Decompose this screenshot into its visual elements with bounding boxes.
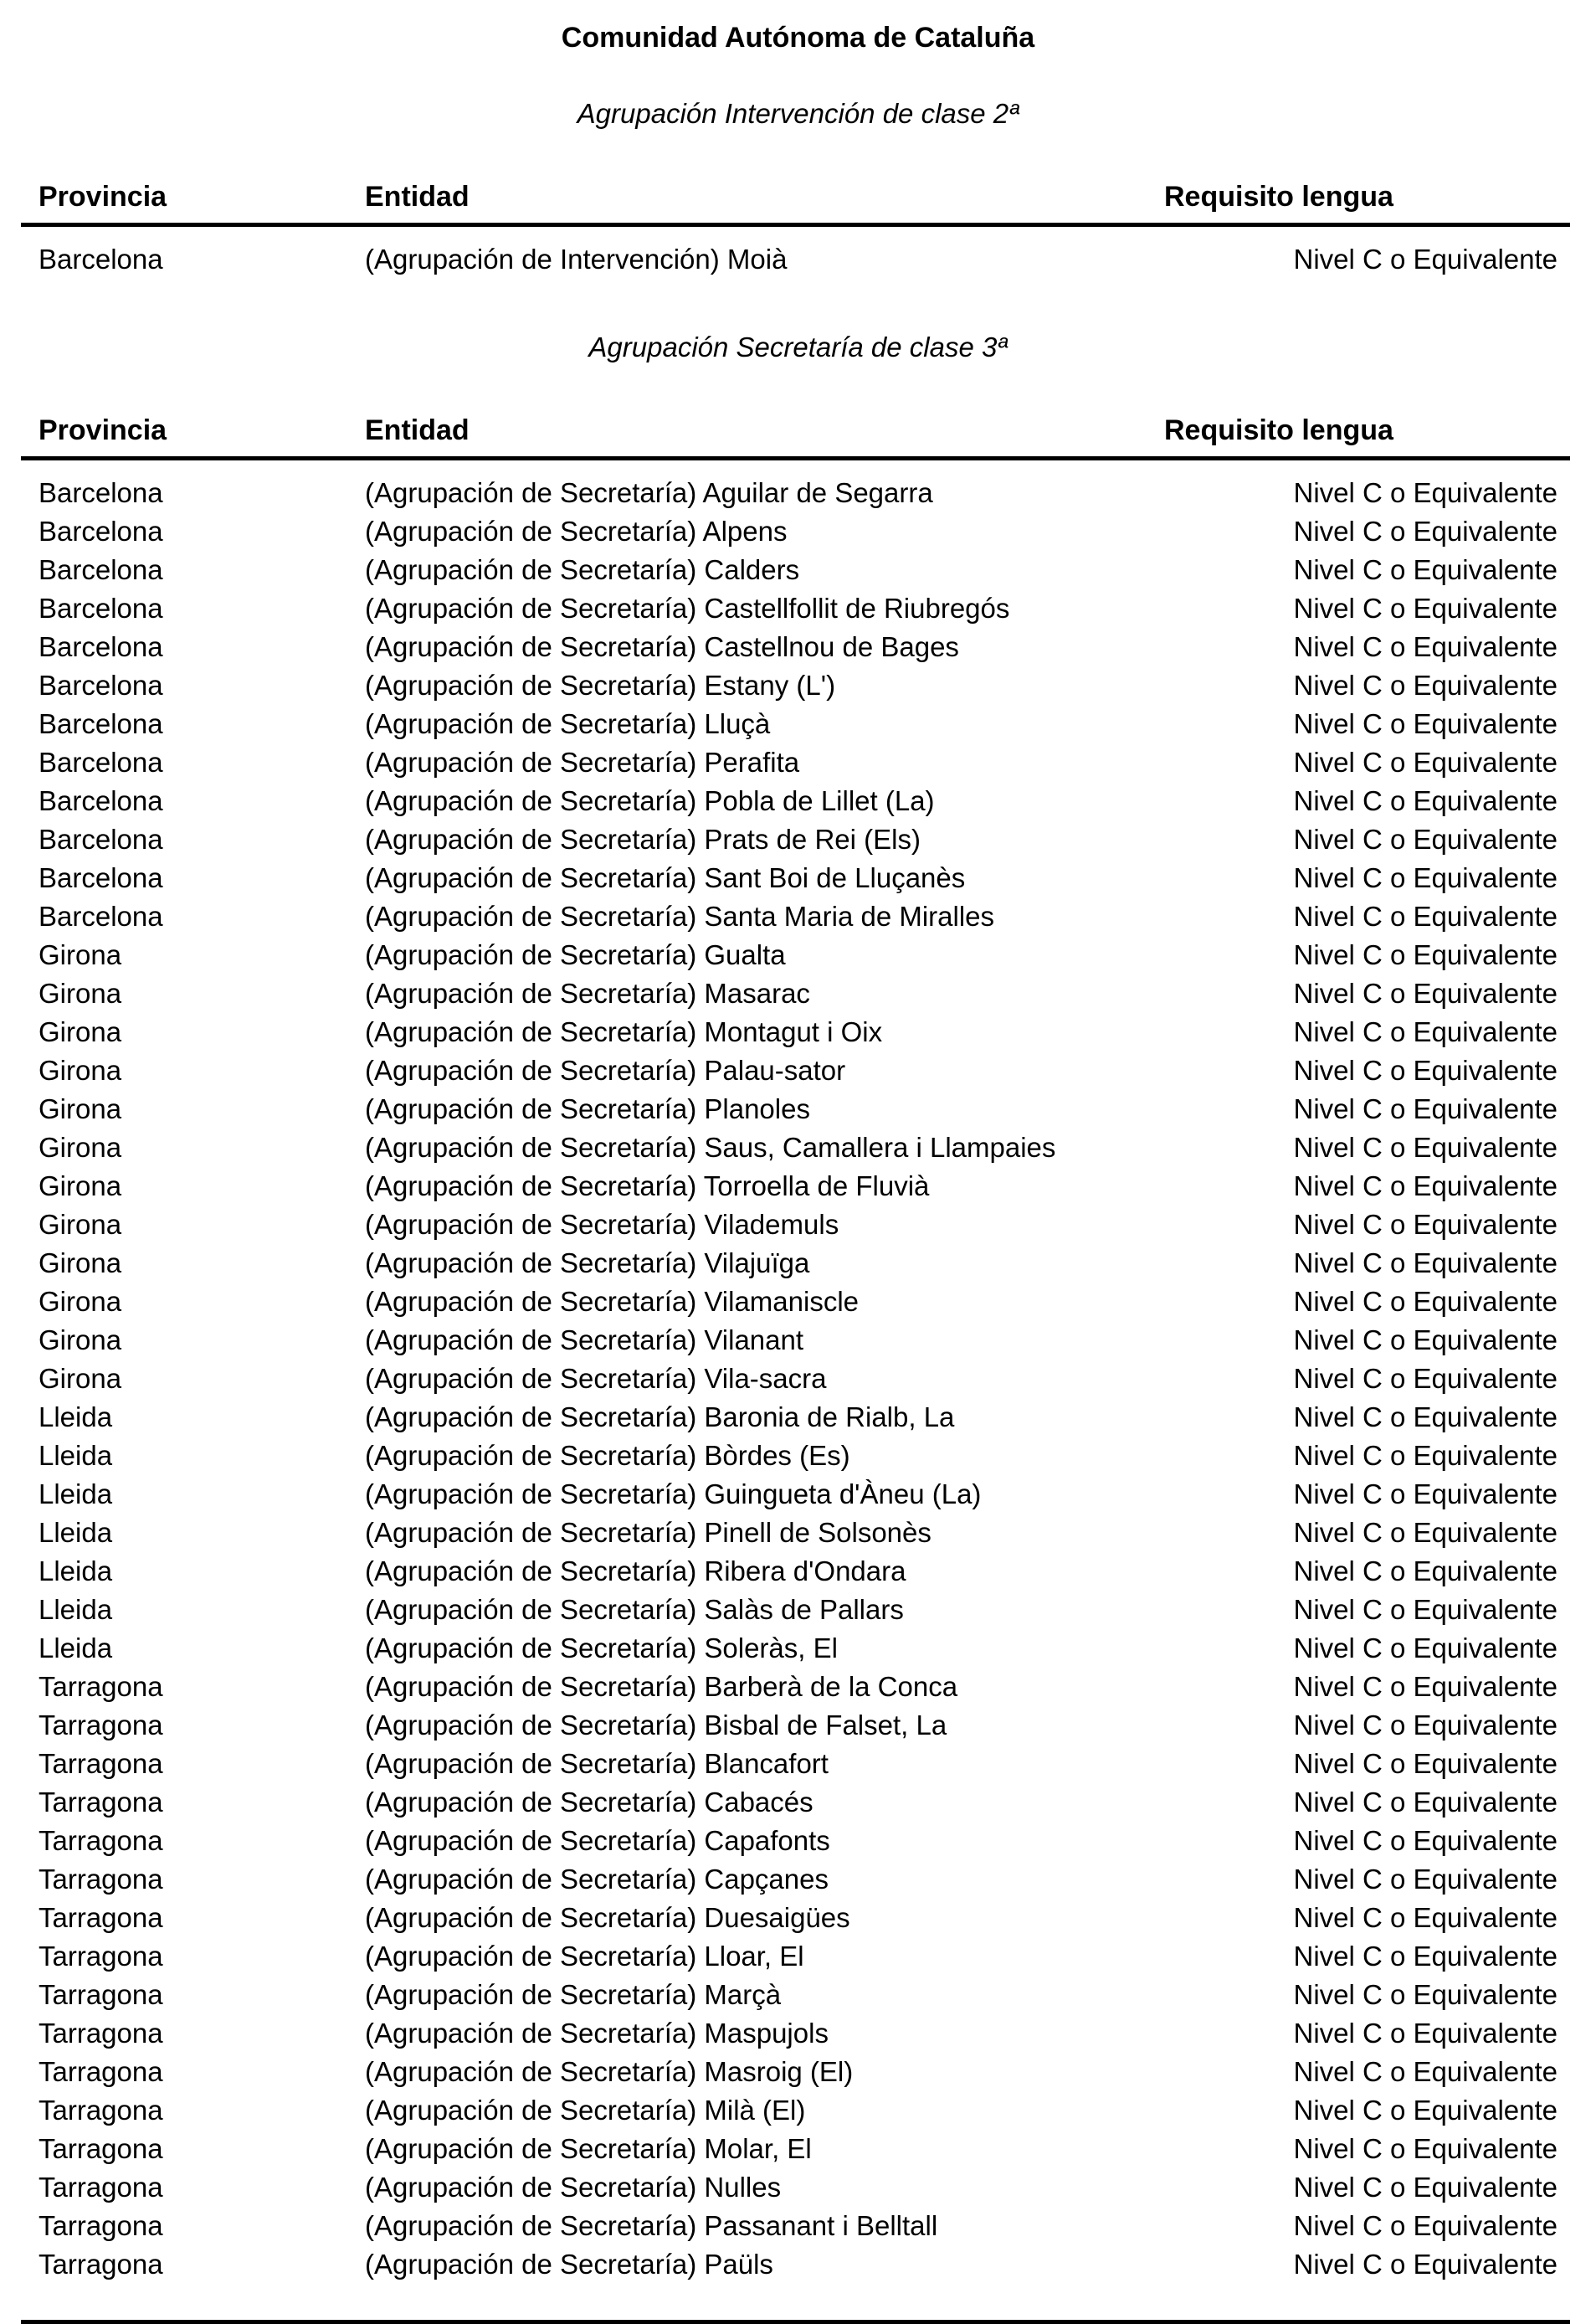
secretaria-table: [21, 413, 1570, 2284]
entidad-cell: (Agrupación de Secretaría) Paüls: [365, 2249, 773, 2280]
provincia-cell: Barcelona: [38, 244, 163, 275]
table-row: [21, 2168, 1570, 2207]
table-row: [21, 1360, 1570, 1398]
table-row: [21, 1013, 1570, 1051]
table-row: [21, 1668, 1570, 1706]
requisito-cell: Nivel C o Equivalente: [1293, 2172, 1558, 2203]
requisito-cell: Nivel C o Equivalente: [1293, 939, 1558, 970]
requisito-cell: Nivel C o Equivalente: [1293, 1363, 1558, 1394]
entidad-cell: (Agrupación de Secretaría) Lloar, El: [365, 1941, 804, 1972]
provincia-cell: Barcelona: [38, 593, 163, 624]
requisito-cell: Nivel C o Equivalente: [1293, 747, 1558, 778]
entidad-cell: (Agrupación de Secretaría) Planoles: [365, 1093, 810, 1124]
table-row: [21, 897, 1570, 936]
requisito-cell: Nivel C o Equivalente: [1293, 1170, 1558, 1201]
requisito-cell: Nivel C o Equivalente: [1293, 593, 1558, 624]
table-row: [21, 1899, 1570, 1937]
provincia-cell: Tarragona: [38, 1902, 163, 1933]
provincia-cell: Barcelona: [38, 824, 163, 855]
provincia-cell: Lleida: [38, 1517, 113, 1548]
entidad-cell: (Agrupación de Secretaría) Capçanes: [365, 1864, 829, 1895]
entidad-cell: (Agrupación de Secretaría) Baronia de Rialb, La: [365, 1401, 955, 1432]
entidad-cell: (Agrupación de Secretaría) Pobla de Lillet (La): [365, 785, 935, 816]
provincia-column-header: Provincia: [38, 181, 167, 213]
requisito-cell: Nivel C o Equivalente: [1293, 785, 1558, 816]
entidad-cell: (Agrupación de Secretaría) Marçà: [365, 1979, 782, 2010]
requisito-cell: Nivel C o Equivalente: [1293, 978, 1558, 1009]
requisito-cell: Nivel C o Equivalente: [1293, 2018, 1558, 2049]
provincia-cell: Barcelona: [38, 862, 163, 893]
intervencion-table-head: [21, 179, 1570, 225]
entidad-cell: (Agrupación de Secretaría) Salàs de Pallars: [365, 1594, 904, 1625]
entidad-cell: (Agrupación de Secretaría) Nulles: [365, 2172, 782, 2203]
table-row: [21, 1475, 1570, 1514]
table-row: [21, 1706, 1570, 1745]
table-row: [21, 512, 1570, 551]
table-row: [21, 2091, 1570, 2130]
page-title: Comunidad Autónoma de Cataluña: [561, 22, 1035, 54]
requisito-cell: Nivel C o Equivalente: [1293, 824, 1558, 855]
provincia-cell: Girona: [38, 1055, 122, 1086]
table-row: [21, 2053, 1570, 2091]
requisito-cell: Nivel C o Equivalente: [1293, 1864, 1558, 1895]
entidad-cell: (Agrupación de Secretaría) Duesaigües: [365, 1902, 850, 1933]
requisito-cell: Nivel C o Equivalente: [1293, 1286, 1558, 1317]
entidad-cell: (Agrupación de Secretaría) Aguilar de Segarra: [365, 477, 933, 508]
requisito-cell: Nivel C o Equivalente: [1293, 2249, 1558, 2280]
provincia-cell: Girona: [38, 1170, 122, 1201]
provincia-cell: Tarragona: [38, 1941, 163, 1972]
provincia-cell: Girona: [38, 978, 122, 1009]
table-row: [21, 1552, 1570, 1591]
requisito-cell: Nivel C o Equivalente: [1293, 1209, 1558, 1240]
entidad-cell: (Agrupación de Secretaría) Saus, Camallera i Llampaies: [365, 1132, 1056, 1163]
requisito-cell: Nivel C o Equivalente: [1293, 708, 1558, 739]
requisito-cell: Nivel C o Equivalente: [1293, 1748, 1558, 1779]
provincia-cell: Tarragona: [38, 2095, 163, 2126]
provincia-cell: Girona: [38, 1016, 122, 1047]
requisito-cell: Nivel C o Equivalente: [1293, 244, 1558, 275]
table-row: [21, 820, 1570, 859]
provincia-cell: Tarragona: [38, 1671, 163, 1702]
intervencion-table: [21, 179, 1570, 279]
requisito-cell: Nivel C o Equivalente: [1293, 516, 1558, 547]
entidad-cell: (Agrupación de Secretaría) Estany (L'): [365, 670, 836, 701]
entidad-cell: (Agrupación de Secretaría) Masroig (El): [365, 2056, 854, 2087]
provincia-column-header: Provincia: [38, 414, 167, 446]
entidad-cell: (Agrupación de Secretaría) Castellfollit de Riubregós: [365, 593, 1010, 624]
entidad-cell: (Agrupación de Secretaría) Milà (El): [365, 2095, 806, 2126]
secretaria-table-head: [21, 413, 1570, 459]
entidad-cell: (Agrupación de Secretaría) Vilajuïga: [365, 1247, 810, 1278]
requisito-cell: Nivel C o Equivalente: [1293, 1247, 1558, 1278]
entidad-cell: (Agrupación de Secretaría) Alpens: [365, 516, 788, 547]
entidad-cell: (Agrupación de Secretaría) Soleràs, El: [365, 1632, 838, 1663]
provincia-cell: Barcelona: [38, 747, 163, 778]
requisito-column-header: Requisito lengua: [1164, 414, 1393, 446]
intervencion-table-body: [21, 225, 1570, 280]
provincia-cell: Girona: [38, 1093, 122, 1124]
requisito-cell: Nivel C o Equivalente: [1293, 862, 1558, 893]
entidad-cell: (Agrupación de Secretaría) Santa Maria de Miralles: [365, 901, 995, 932]
provincia-cell: Lleida: [38, 1632, 113, 1663]
requisito-cell: Nivel C o Equivalente: [1293, 1671, 1558, 1702]
table-row: [21, 1090, 1570, 1129]
requisito-cell: Nivel C o Equivalente: [1293, 1016, 1558, 1047]
section-intervencion: [38, 97, 1558, 279]
table-row: [21, 1321, 1570, 1360]
table-row: [21, 459, 1570, 513]
table-row: [21, 782, 1570, 820]
table-row: [21, 1167, 1570, 1206]
entidad-cell: (Agrupación de Secretaría) Calders: [365, 554, 800, 585]
provincia-cell: Barcelona: [38, 670, 163, 701]
entidad-cell: (Agrupación de Secretaría) Bòrdes (Es): [365, 1440, 850, 1471]
provincia-cell: Tarragona: [38, 2210, 163, 2241]
table-row: [21, 2207, 1570, 2245]
entidad-cell: (Agrupación de Intervención) Moià: [365, 244, 788, 275]
table-row: [21, 1437, 1570, 1475]
requisito-cell: Nivel C o Equivalente: [1293, 2056, 1558, 2087]
table-row: [21, 225, 1570, 280]
secretaria-table-body: [21, 459, 1570, 2285]
table-row: [21, 1398, 1570, 1437]
table-row: [21, 1937, 1570, 1976]
entidad-cell: (Agrupación de Secretaría) Sant Boi de Lluçanès: [365, 862, 966, 893]
table-row: [21, 1514, 1570, 1552]
provincia-cell: Barcelona: [38, 785, 163, 816]
table-row: [21, 551, 1570, 589]
table-row: [21, 1051, 1570, 1090]
requisito-cell: Nivel C o Equivalente: [1293, 1055, 1558, 1086]
provincia-cell: Tarragona: [38, 1825, 163, 1856]
provincia-cell: Tarragona: [38, 1864, 163, 1895]
table-row: [21, 2014, 1570, 2053]
table-row: [21, 1976, 1570, 2014]
entidad-cell: (Agrupación de Secretaría) Gualta: [365, 939, 786, 970]
entidad-cell: (Agrupación de Secretaría) Blancafort: [365, 1748, 829, 1779]
entidad-column-header: Entidad: [365, 414, 470, 446]
provincia-cell: Girona: [38, 1363, 122, 1394]
table-row: [21, 2245, 1570, 2284]
entidad-cell: (Agrupación de Secretaría) Vilademuls: [365, 1209, 839, 1240]
provincia-cell: Tarragona: [38, 2172, 163, 2203]
provincia-cell: Barcelona: [38, 901, 163, 932]
requisito-cell: Nivel C o Equivalente: [1293, 1979, 1558, 2010]
provincia-cell: Tarragona: [38, 2133, 163, 2164]
provincia-cell: Girona: [38, 1286, 122, 1317]
section-secretaria-subtitle: Agrupación Secretaría de clase 3ª: [588, 332, 1008, 362]
table-row: [21, 666, 1570, 705]
provincia-cell: Barcelona: [38, 477, 163, 508]
table-header-row: [21, 413, 1570, 459]
section-intervencion-subtitle: Agrupación Intervención de clase 2ª: [577, 98, 1019, 129]
requisito-cell: Nivel C o Equivalente: [1293, 1710, 1558, 1740]
table-row: [21, 1206, 1570, 1244]
provincia-cell: Lleida: [38, 1401, 113, 1432]
requisito-cell: Nivel C o Equivalente: [1293, 670, 1558, 701]
requisito-cell: Nivel C o Equivalente: [1293, 1555, 1558, 1586]
table-row: [21, 589, 1570, 628]
requisito-cell: Nivel C o Equivalente: [1293, 1594, 1558, 1625]
provincia-cell: Tarragona: [38, 1979, 163, 2010]
provincia-cell: Tarragona: [38, 2249, 163, 2280]
requisito-cell: Nivel C o Equivalente: [1293, 477, 1558, 508]
entidad-cell: (Agrupación de Secretaría) Prats de Rei (Els): [365, 824, 921, 855]
requisito-cell: Nivel C o Equivalente: [1293, 1324, 1558, 1355]
requisito-cell: Nivel C o Equivalente: [1293, 2210, 1558, 2241]
provincia-cell: Barcelona: [38, 631, 163, 662]
requisito-cell: Nivel C o Equivalente: [1293, 1632, 1558, 1663]
table-row: [21, 743, 1570, 782]
requisito-cell: Nivel C o Equivalente: [1293, 1787, 1558, 1818]
entidad-cell: (Agrupación de Secretaría) Vilamaniscle: [365, 1286, 860, 1317]
requisito-cell: Nivel C o Equivalente: [1293, 2095, 1558, 2126]
provincia-cell: Lleida: [38, 1555, 113, 1586]
entidad-cell: (Agrupación de Secretaría) Cabacés: [365, 1787, 813, 1818]
section-secretaria: [38, 331, 1558, 2284]
entidad-cell: (Agrupación de Secretaría) Maspujols: [365, 2018, 829, 2049]
table-row: [21, 1822, 1570, 1860]
entidad-cell: (Agrupación de Secretaría) Vilanant: [365, 1324, 804, 1355]
provincia-cell: Barcelona: [38, 516, 163, 547]
entidad-cell: (Agrupación de Secretaría) Montagut i Oix: [365, 1016, 883, 1047]
requisito-cell: Nivel C o Equivalente: [1293, 1825, 1558, 1856]
requisito-cell: Nivel C o Equivalente: [1293, 631, 1558, 662]
requisito-cell: Nivel C o Equivalente: [1293, 1517, 1558, 1548]
provincia-cell: Girona: [38, 1324, 122, 1355]
table-row: [21, 1283, 1570, 1321]
table-row: [21, 1783, 1570, 1822]
table-row: [21, 1860, 1570, 1899]
entidad-cell: (Agrupación de Secretaría) Masarac: [365, 978, 810, 1009]
provincia-cell: Tarragona: [38, 1787, 163, 1818]
requisito-cell: Nivel C o Equivalente: [1293, 1478, 1558, 1509]
requisito-cell: Nivel C o Equivalente: [1293, 1132, 1558, 1163]
entidad-cell: (Agrupación de Secretaría) Lluçà: [365, 708, 771, 739]
provincia-cell: Barcelona: [38, 554, 163, 585]
entidad-cell: (Agrupación de Secretaría) Molar, El: [365, 2133, 812, 2164]
entidad-cell: (Agrupación de Secretaría) Bisbal de Falset, La: [365, 1710, 947, 1740]
entidad-column-header: Entidad: [365, 181, 470, 213]
requisito-cell: Nivel C o Equivalente: [1293, 1401, 1558, 1432]
table-row: [21, 705, 1570, 743]
provincia-cell: Tarragona: [38, 2018, 163, 2049]
provincia-cell: Girona: [38, 939, 122, 970]
table-row: [21, 1591, 1570, 1629]
entidad-cell: (Agrupación de Secretaría) Guingueta d'Àneu (La): [365, 1478, 982, 1509]
provincia-cell: Lleida: [38, 1478, 113, 1509]
page-bottom-rule: [21, 2320, 1570, 2324]
requisito-cell: Nivel C o Equivalente: [1293, 901, 1558, 932]
requisito-cell: Nivel C o Equivalente: [1293, 1941, 1558, 1972]
provincia-cell: Lleida: [38, 1440, 113, 1471]
requisito-cell: Nivel C o Equivalente: [1293, 1093, 1558, 1124]
provincia-cell: Barcelona: [38, 708, 163, 739]
provincia-cell: Tarragona: [38, 2056, 163, 2087]
requisito-cell: Nivel C o Equivalente: [1293, 1902, 1558, 1933]
provincia-cell: Girona: [38, 1209, 122, 1240]
table-row: [21, 1745, 1570, 1783]
table-row: [21, 859, 1570, 897]
table-row: [21, 628, 1570, 666]
table-header-row: [21, 179, 1570, 225]
entidad-cell: (Agrupación de Secretaría) Capafonts: [365, 1825, 830, 1856]
entidad-cell: (Agrupación de Secretaría) Vila-sacra: [365, 1363, 827, 1394]
entidad-cell: (Agrupación de Secretaría) Palau-sator: [365, 1055, 846, 1086]
requisito-cell: Nivel C o Equivalente: [1293, 554, 1558, 585]
requisito-column-header: Requisito lengua: [1164, 181, 1393, 213]
table-row: [21, 974, 1570, 1013]
entidad-cell: (Agrupación de Secretaría) Barberà de la Conca: [365, 1671, 958, 1702]
provincia-cell: Lleida: [38, 1594, 113, 1625]
table-row: [21, 1629, 1570, 1668]
entidad-cell: (Agrupación de Secretaría) Perafita: [365, 747, 800, 778]
table-row: [21, 1244, 1570, 1283]
table-row: [21, 1129, 1570, 1167]
provincia-cell: Tarragona: [38, 1748, 163, 1779]
table-row: [21, 2130, 1570, 2168]
provincia-cell: Girona: [38, 1132, 122, 1163]
entidad-cell: (Agrupación de Secretaría) Ribera d'Ondara: [365, 1555, 906, 1586]
provincia-cell: Tarragona: [38, 1710, 163, 1740]
entidad-cell: (Agrupación de Secretaría) Passanant i Belltall: [365, 2210, 938, 2241]
provincia-cell: Girona: [38, 1247, 122, 1278]
table-row: [21, 936, 1570, 974]
entidad-cell: (Agrupación de Secretaría) Torroella de Fluvià: [365, 1170, 930, 1201]
requisito-cell: Nivel C o Equivalente: [1293, 1440, 1558, 1471]
requisito-cell: Nivel C o Equivalente: [1293, 2133, 1558, 2164]
entidad-cell: (Agrupación de Secretaría) Castellnou de Bages: [365, 631, 959, 662]
entidad-cell: (Agrupación de Secretaría) Pinell de Solsonès: [365, 1517, 932, 1548]
